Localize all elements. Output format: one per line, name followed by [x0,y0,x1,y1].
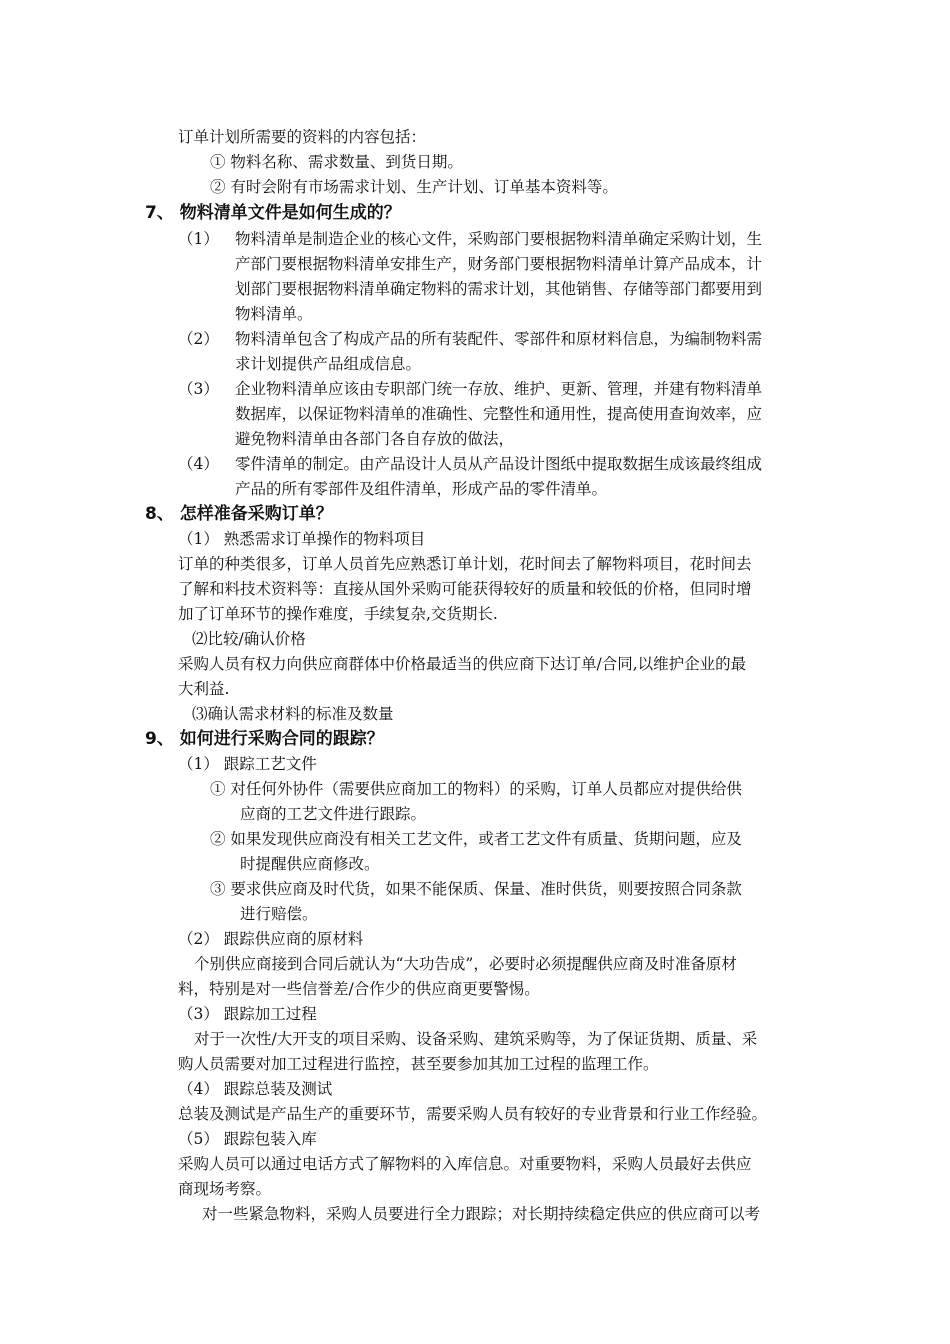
list-item: ① 对任何外协件（需要供应商加工的物料）的采购，订单人员都应对提供给供 [210,780,742,798]
text-line: 料，特别是对一些信誉差/合作少的供应商更要警惕。 [178,980,540,998]
text-line: 企业物料清单应该由专职部门统一存放、维护、更新、管理，并建有物料清单 [235,380,763,398]
item-number: （3） [178,380,219,398]
text-line: 对一些紧急物料，采购人员要进行全力跟踪；对长期持续稳定供应的供应商可以考 [202,1205,761,1223]
item-number: （4） [178,455,219,473]
section-heading: 9、 如何进行采购合同的跟踪？ [145,729,384,749]
subheading: （4） 跟踪总装及测试 [178,1080,333,1098]
list-item: ② 如果发现供应商没有相关工艺文件，或者工艺文件有质量、货期问题，应及 [210,830,742,848]
list-item: ③ 要求供应商及时代货，如果不能保质、保量、准时供货，则要按照合同条款 [210,880,742,898]
text-line: 个别供应商接到合同后就认为“大功告成”，必要时必须提醒供应商及时准备原材 [194,955,737,973]
text-line: 数据库，以保证物料清单的准确性、完整性和通用性，提高使用查询效率，应 [235,405,763,423]
text-line: 了解和料技术资料等：直接从国外采购可能获得较好的质量和较低的价格，但同时增 [178,580,752,598]
text-line: 加了订单环节的操作难度，手续复杂,交货期长. [178,605,498,623]
subheading: （5） 跟踪包装入库 [178,1130,317,1148]
section-heading: 7、 物料清单文件是如何生成的？ [145,203,401,223]
section-heading: 8、 怎样准备采购订单？ [145,504,333,524]
text-line: 大利益. [178,680,230,698]
text-line: 物料清单包含了构成产品的所有装配件、零部件和原材料信息，为编制物料需 [235,330,763,348]
subheading: （1） 跟踪工艺文件 [178,755,317,773]
text-line: 产部门要根据物料清单安排生产，财务部门要根据物料清单计算产品成本，计 [235,255,763,273]
text-line: 避免物料清单由各部门各自存放的做法， [235,430,515,448]
text-line: 时提醒供应商修改。 [240,855,380,873]
text-line: 对于一次性/大开支的项目采购、设备采购、建筑采购等，为了保证货期、质量、采 [194,1030,758,1048]
text-line: 零件清单的制定。由产品设计人员从产品设计图纸中提取数据生成该最终组成 [235,455,763,473]
text-line: 总装及测试是产品生产的重要环节，需要采购人员有较好的专业背景和行业工作经验。 [178,1105,768,1123]
list-item: ② 有时会附有市场需求计划、生产计划、订单基本资料等。 [210,178,618,196]
text-line: 购人员需要对加工过程进行监控，甚至要参加其加工过程的监理工作。 [178,1055,659,1073]
text-line: 采购人员有权力向供应商群体中价格最适当的供应商下达订单/合同,以维护企业的最 [178,655,747,673]
subheading: （3） 跟踪加工过程 [178,1005,317,1023]
text-line: 商现场考察。 [178,1180,272,1198]
subheading: ⑶确认需求材料的标准及数量 [192,705,394,723]
text-line: 物料清单。 [235,305,313,323]
list-item: ① 物料名称、需求数量、到货日期。 [210,153,463,171]
subheading: （1） 熟悉需求订单操作的物料项目 [178,530,426,548]
text-line: 订单计划所需要的资料的内容包括： [178,128,427,146]
text-line: 采购人员可以通过电话方式了解物料的入库信息。对重要物料，采购人员最好去供应 [178,1155,752,1173]
text-line: 求计划提供产品组成信息。 [235,355,422,373]
text-line: 产品的所有零部件及组件清单，形成产品的零件清单。 [235,480,608,498]
text-line: 物料清单是制造企业的核心文件，采购部门要根据物料清单确定采购计划，生 [235,230,763,248]
item-number: （2） [178,330,219,348]
text-line: 应商的工艺文件进行跟踪。 [240,805,427,823]
text-line: 进行赔偿。 [240,905,318,923]
text-line: 订单的种类很多，订单人员首先应熟悉订单计划，花时间去了解物料项目，花时间去 [178,555,752,573]
subheading: ⑵比较/确认价格 [192,630,306,648]
subheading: （2） 跟踪供应商的原材料 [178,930,364,948]
item-number: （1） [178,230,219,248]
text-line: 划部门要根据物料清单确定物料的需求计划，其他销售、存储等部门都要用到 [235,280,763,298]
